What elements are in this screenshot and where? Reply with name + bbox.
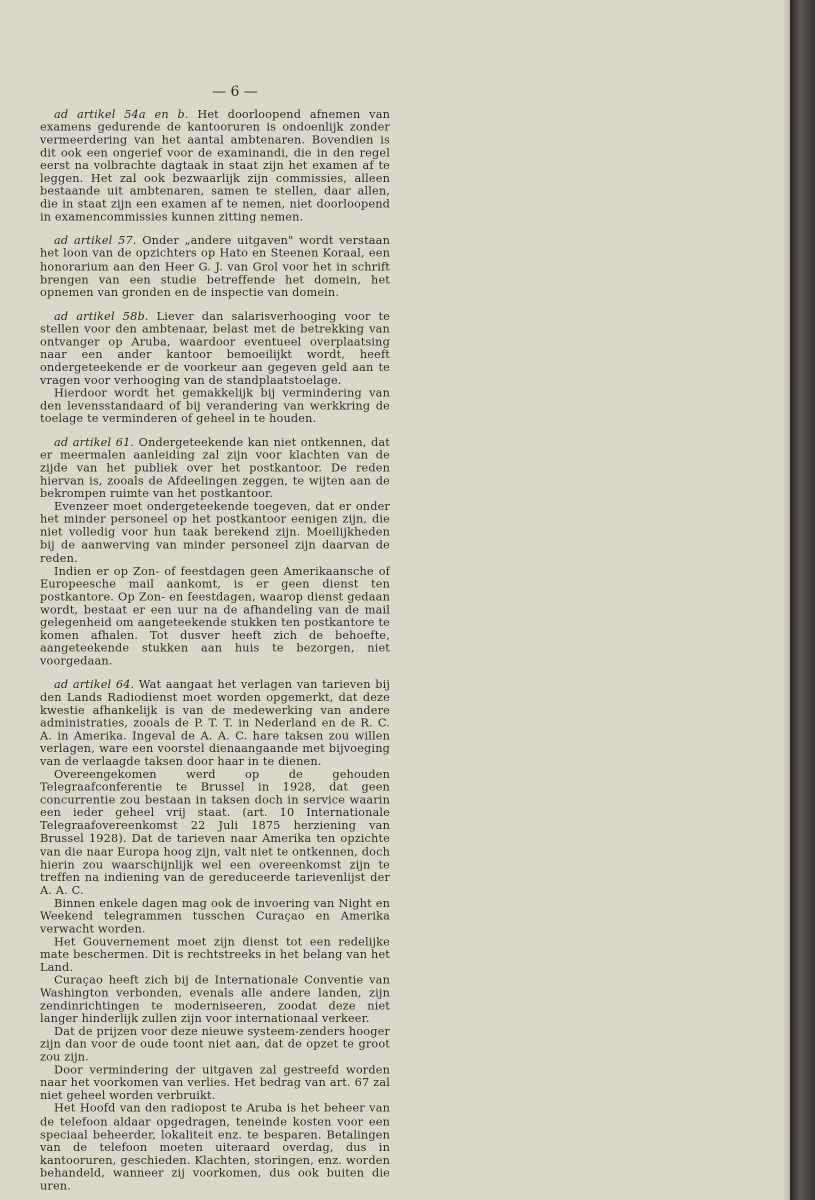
paragraph-text: Liever dan salarisverhooging voor te stellen voor den ambtenaar, belast met de betrekking van ontvanger op Aruba, waardoor eventueel overplaatsing naar een ander kantoor bemoeilijkt wordt, heeft ondergeteekende er de voorkeur aan gegeven geld aan te vragen voor verhooging van de standplaatstoelage. [40,309,391,387]
paragraph: Dat de prijzen voor deze nieuwe systeem-zenders hooger zijn dan voor de oude toont niet aan, dat de opzet te groot zou zijn. [40,1025,390,1064]
paragraph: Evenzeer moet ondergeteekende toegeven, dat er onder het minder personeel op het postkantoor eenigen zijn, die niet volledig voor hun taak berekend zijn. Moeilijkheden bij de aanwerving van minder personeel zijn daarvan de reden. [40,500,390,565]
paragraph-text: Wat aangaat het verlagen van tarieven bij den Lands Radiodienst moet worden opgemerkt, dat deze kwestie afhankelijk is van de medewerking van andere administraties, zooals de P. T. T. in Nederland en de R. C. A. in Amerika. Ingeval de A. A. C. hare taksen zou willen verlagen, ware een voorstel dienaangaande met bijvoeging van de verlaagde taksen door haar in te dienen. [40,678,391,769]
article-reference: ad artikel 57. [54,234,137,248]
body-text [40,108,390,1192]
section-paragraph [40,678,390,768]
paragraph: Het Hoofd van den radiopost te Aruba is het beheer van de telefoon aldaar opgedragen, teneinde kosten voor een speciaal beheerder, lokaliteit enz. te besparen. Betalingen van de telefoon moeten uiteraard overdag, dus in kantooruren, geschieden. Klachten, storingen, enz. worden behandeld, wanneer zij voorkomen, dus ook buiten die uren. [40,1102,390,1193]
paragraph-text: Ondergeteekende kan niet ontkennen, dat er meermalen aanleiding zal zijn voor klachten van de zijde van het publiek over het postkantoor. De reden hiervan is, zooals de Afdeelingen zeggen, te wijten aan de bekrompen ruimte van het postkantoor. [40,436,390,501]
book-binding-edge [790,0,815,1200]
paragraph: Curaçao heeft zich bij de Internationale Conventie van Washington verbonden, evenals alle andere landen, zijn zendinrichtingen te moderniseeren, zoodat deze niet langer hinderlijk zullen zijn voor internationaal verkeer. [40,973,390,1026]
section-paragraph [40,436,390,500]
paragraph: Overeengekomen werd op de gehouden Telegraafconferentie te Brussel in 1928, dat geen concurrentie zou bestaan in taksen doch in service waarin een ieder geheel vrij staat. (art. 10 Internationale Telegraafovereenkomst 22 Juli 1875 herziening van Brussel 1928). Dat de tarieven naar Amerika ten opzichte van die naar Europa hoog zijn, valt niet te ontkennen, doch hierin zou waarschijnlijk wel een overeenkomst zijn te treffen na indiening van de gereduceerde tarievenlijst der A. A. C. [40,768,390,897]
paragraph: Door vermindering der uitgaven zal gestreefd worden naar het voorkomen van verlies. Het bedrag van art. 67 zal niet geheel worden verbruikt. [40,1063,390,1103]
section-paragraph [40,234,390,298]
article-reference: ad artikel 61. [54,436,135,449]
paragraph-text: Onder „andere uitgaven" wordt verstaan het loon van de opzichters op Hato en Steenen Koraal, een honorarium aan den Heer G. J. van Grol voor het in schrift brengen van een studie betreffende het domein, het opnemen van gronden en de inspectie van domein. [40,234,390,299]
section-paragraph [40,310,390,387]
paragraph: Het Gouvernement moet zijn dienst tot een redelijke mate beschermen. Dit is rechtstreeks in het belang van het Land. [40,935,390,974]
paragraph-text: Het doorloopend afnemen van examens gedurende de kantooruren is ondoenlijk zonder vermeerdering van het aantal ambtenaren. Bovendien is dit ook een ongerief voor de examinandi, die in den regel eerst na volbrachte dagtaak in staat zijn het examen af te leggen. Het zal ook bezwaarlijk zijn commissies, alleen bestaande uit ambtenaren, samen te stellen, daar allen, die in staat zijn een examen af te nemen, niet doorloopend in examencommissies kunnen zitting nemen. [40,108,390,224]
section-paragraph [40,108,390,224]
paragraph: Hierdoor wordt het gemakkelijk bij vermindering van den levensstandaard of bij verandering van werkkring de toelage te verminderen of geheel in te houden. [40,386,390,426]
paragraph: Indien er op Zon- of feestdagen geen Amerikaansche of Europeesche mail aankomt, is er geen dienst ten postkantore. Op Zon- en feestdagen, waarop dienst gedaan wordt, bestaat er een uur na de afhandeling van de mail gelegenheid om aangeteekende stukken ten postkantore te komen afhalen. Tot dusver heeft zich de behoefte, aangeteekende stukken aan huis te bezorgen, niet voorgedaan. [40,564,390,668]
paragraph: Binnen enkele dagen mag ook de invoering van Night en Weekend telegrammen tusschen Curaçao en Amerika verwacht worden. [40,896,390,936]
article-reference: ad artikel 54a en b. [54,108,189,121]
page-number: — 6 — [212,84,258,100]
article-reference: ad artikel 58b. [54,309,149,323]
article-reference: ad artikel 64. [54,678,135,692]
